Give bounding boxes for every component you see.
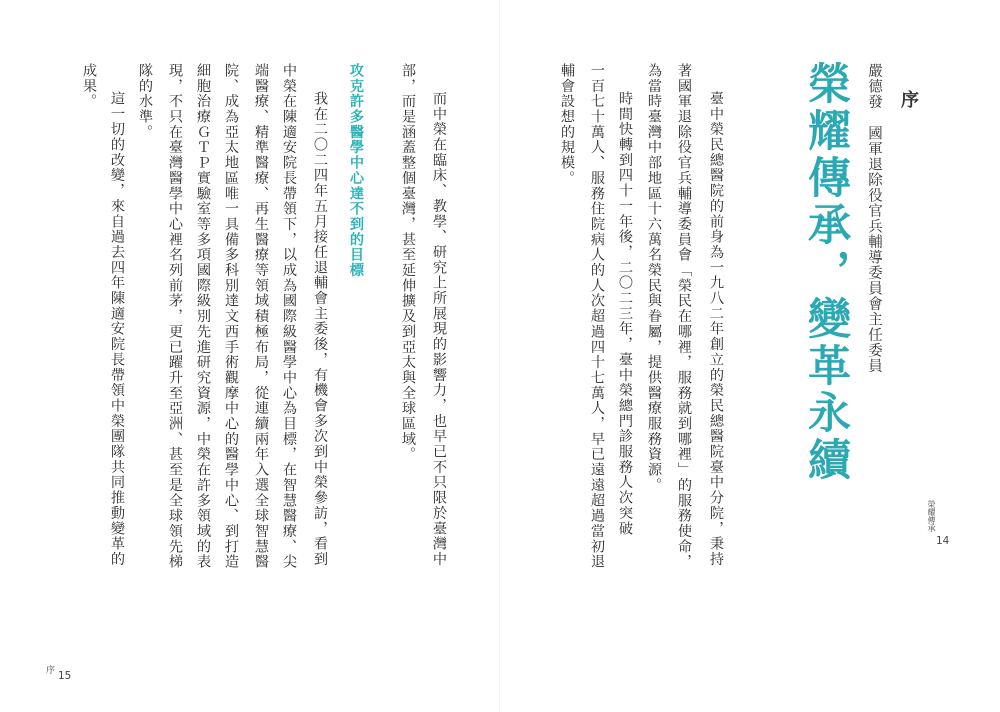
body-column: 成果。 [81,63,97,110]
running-head: 榮耀傳承 [927,500,936,532]
page-number: 14 [936,535,950,547]
body-column: 細胞治療ＧＴＰ實驗室等多項國際級別先進研究資源，中榮在許多領域的表 [195,63,211,570]
preface-headline: 榮耀傳承，變革永續 [801,61,851,484]
body-column: 院、成為亞太地區唯一具備多科別達文西手術觀摩中心的醫學中心、到打造 [223,63,239,570]
body-column: 這一切的改變，來自過去四年陳適安院長帶領中榮團隊共同推動變革的 [109,91,125,567]
body-column: 而中榮在臨床、教學、研究上所展現的影響力，也早已不只限於臺灣中 [431,91,447,567]
body-column: 隊的水準。 [137,63,153,140]
author-line [864,63,885,374]
body-column: 現，不只在臺灣醫學中心裡名列前茅，更已躍升至亞洲、甚至是全球領先梯 [167,63,183,570]
body-column: 著國軍退除役官兵輔導委員會「榮民在哪裡，服務就到哪裡」的服務使命， [676,63,692,570]
gutter [499,0,500,712]
body-column: 部，而是涵蓋整個臺灣，甚至延伸擴及到亞太與全球區域。 [400,63,416,463]
body-column: 中榮在陳適安院長帶領下，以成為國際級醫學中心為目標，在智慧醫療、尖 [281,63,297,570]
body-column: 端醫療、精準醫療、再生醫療等領域積極布局，從連續兩年入選全球智慧醫 [253,63,269,570]
running-head: 序 [46,666,56,676]
author-title: 國軍退除役官兵輔導委員會主任委員 [866,125,882,374]
page-number: 15 [58,670,72,682]
author-name: 嚴德發 [866,63,882,110]
right-folio [926,500,966,547]
body-column: 輔會設想的規模。 [559,63,575,186]
subheading: 攻克許多醫學中心達不到的目標 [348,63,364,278]
body-column: 臺中榮民總醫院的前身為一九八二年創立的榮民總醫院臺中分院，秉持 [708,91,724,567]
section-title: 序 [898,90,919,108]
body-column: 為當時臺灣中部地區十六萬名榮民與眷屬，提供醫療服務資源。 [646,63,662,493]
body-column: 我在二〇二四年五月接任退輔會主委後，有機會多次到中榮參訪，看到 [312,91,328,567]
body-column: 時間快轉到四十一年後，二〇二三年，臺中榮總門診服務人次突破 [617,91,633,537]
body-column: 一百七十萬人、服務住院病人的人次超過四十七萬人，早已遠遠超過當初退 [589,63,605,570]
